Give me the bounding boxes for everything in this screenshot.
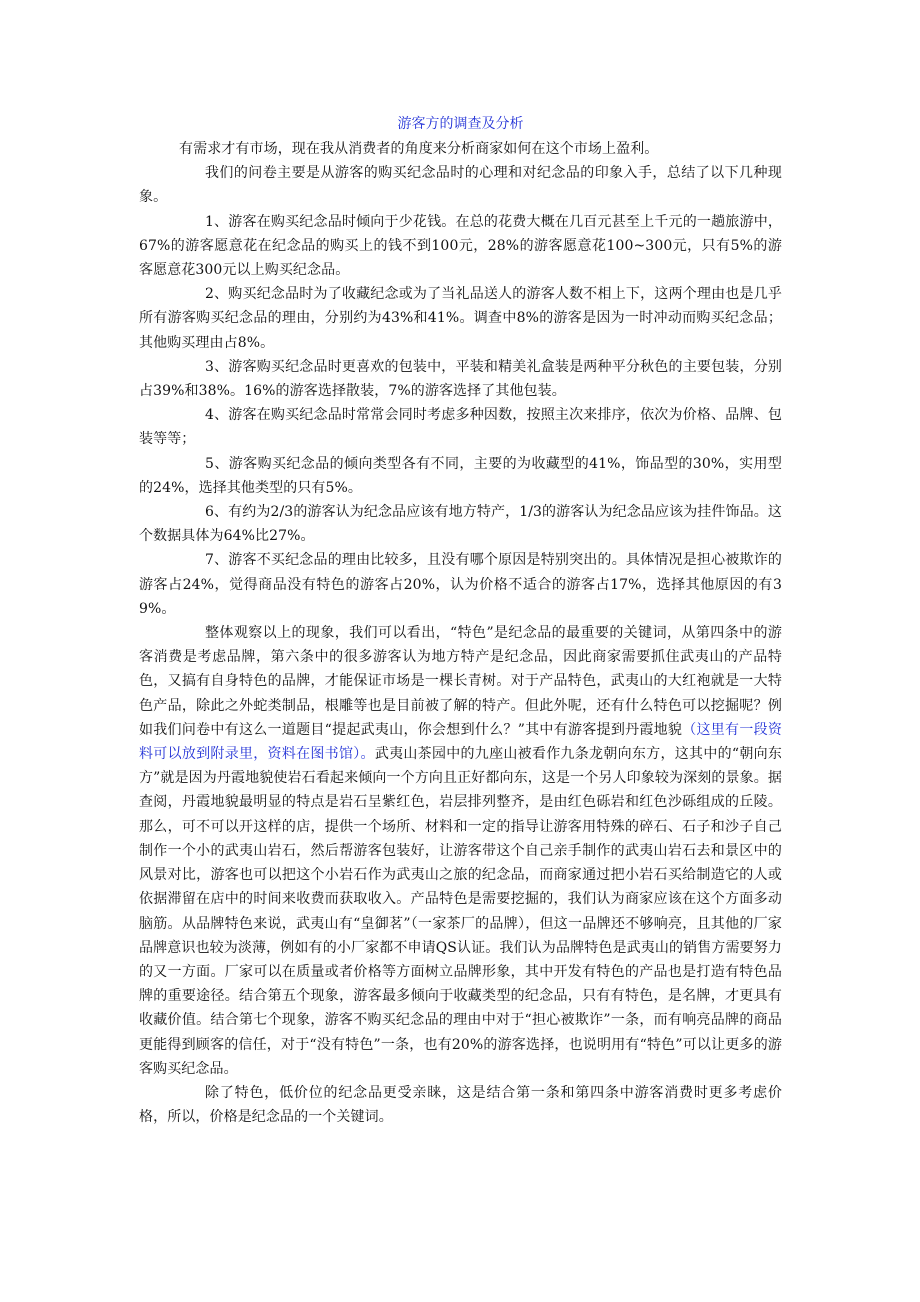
paragraph-finding-4: 4、游客在购买纪念品时常常会同时考虑多种因数，按照主次来排序，依次为价格、品牌、包装等等； xyxy=(139,407,782,448)
document-page xyxy=(139,112,782,1129)
paragraph-survey-overview: 我们的问卷主要是从游客的购买纪念品时的心理和对纪念品的印象入手，总结了以下几种现象。 xyxy=(139,165,782,206)
paragraph-finding-6: 6、有约为2/3的游客认为纪念品应该有地方特产，1/3的游客认为纪念品应该为挂件饰品。这个数据具体为64%比27%。 xyxy=(139,504,782,545)
paragraph-analysis xyxy=(139,621,782,1081)
paragraph-finding-3: 3、游客购买纪念品时更喜欢的包装中，平装和精美礼盒装是两种平分秋色的主要包装，分别占39%和38%。16%的游客选择散装，7%的游客选择了其他包装。 xyxy=(139,358,782,400)
paragraph-intro: 有需求才有市场，现在我从消费者的角度来分析商家如何在这个市场上盈利。 xyxy=(179,141,659,157)
document-title: 游客方的调查及分析 xyxy=(397,116,524,132)
analysis-text-part2: 武夷山茶园中的九座山被看作九条龙朝向东方，这其中的“朝向东方”就是因为丹霞地貌使岩石看起来倾向一个方向且正好都向东，这是一个另人印象较为深刻的景象。据查阅，丹霞地貌最明显的特点是岩石呈紫红色，岩层排列整齐，是由红色砾岩和红色沙砾组成的丘陵。那么，可不可以开这样的店，提供一个场所、材料和一定的指导让游客用特殊的碎石、石子和沙子自己制作一个小的武夷山岩石，然后帮游客包装好，让游客带这个自己亲手制作的武夷山岩石去和景区中的风景对比，游客也可以把这个小岩石作为武夷山之旅的纪念品，而商家通过把小岩石买给制造它的人或依据滞留在店中的时间来收费而获取收入。产品特色是需要挖掘的，我们认为商家应该在这个方面多动脑筋。从品牌特色来说，武夷山有“皇御茗”（一家茶厂的品牌），但这一品牌还不够响亮，且其他的厂家品牌意识也较为淡薄，例如有的小厂家都不申请QS认证。我们认为品牌特色是武夷山的销售方需要努力的又一方面。厂家可以在质量或者价格等方面树立品牌形象，其中开发有特色的产品也是打造有特色品牌的重要途径。结合第五个现象，游客最多倾向于收藏类型的纪念品，只有有特色，是名牌，才更具有收藏价值。结合第七个现象，游客不购买纪念品的理由中对于“担心被欺诈”一条，而有响亮品牌的商品更能得到顾客的信任，对于“没有特色”一条，也有20%的游客选择，也说明用有“特色”可以让更多的游客购买纪念品。 xyxy=(139,746,782,1077)
paragraph-finding-1: 1、游客在购买纪念品时倾向于少花钱。在总的花费大概在几百元甚至上千元的一趟旅游中，67%的游客愿意花在纪念品的购买上的钱不到100元，28%的游客愿意花100~300元，只有5%的游客愿意花300元以上购买纪念品。 xyxy=(139,213,782,279)
paragraph-finding-5: 5、游客购买纪念品的倾向类型各有不同，主要的为收藏型的41%，饰品型的30%，实用型的24%，选择其他类型的只有5%。 xyxy=(139,455,782,496)
paragraph-closing: 除了特色，低价位的纪念品更受亲睐，这是结合第一条和第四条中游客消费时更多考虑价格，所以，价格是纪念品的一个关键词。 xyxy=(139,1084,782,1126)
analysis-text-part1: 整体观察以上的现象，我们可以看出，“特色”是纪念品的最重要的关键词，从第四条中的游客消费是考虑品牌，第六条中的很多游客认为地方特产是纪念品，因此商家需要抓住武夷山的产品特色，又搞有自身特色的品牌，才能保证市场是一棵长青树。对于产品特色，武夷山的大红袍就是一大特色产品，除此之外蛇类制品，根雕等也是目前被了解的特产。但此外呢，还有什么特色可以挖掘呢？例如我们问卷中有这么一道题目“提起武夷山，你会想到什么？”其中有游客提到丹霞地貌 xyxy=(139,625,782,738)
paragraph-finding-2: 2、购买纪念品时为了收藏纪念或为了当礼品送人的游客人数不相上下，这两个理由也是几乎所有游客购买纪念品的理由，分别约为43%和41%。调查中8%的游客是因为一时冲动而购买纪念品；其他购买理由占8%。 xyxy=(139,286,782,351)
appendix-note: （这里有一段资料可以放到附录里，资料在图书馆）。 xyxy=(139,721,782,763)
paragraph-finding-7: 7、游客不买纪念品的理由比较多，且没有哪个原因是特别突出的。具体情况是担心被欺诈的游客占24%，觉得商品没有特色的游客占20%，认为价格不适合的游客占17%，选择其他原因的有39%。 xyxy=(139,552,782,617)
